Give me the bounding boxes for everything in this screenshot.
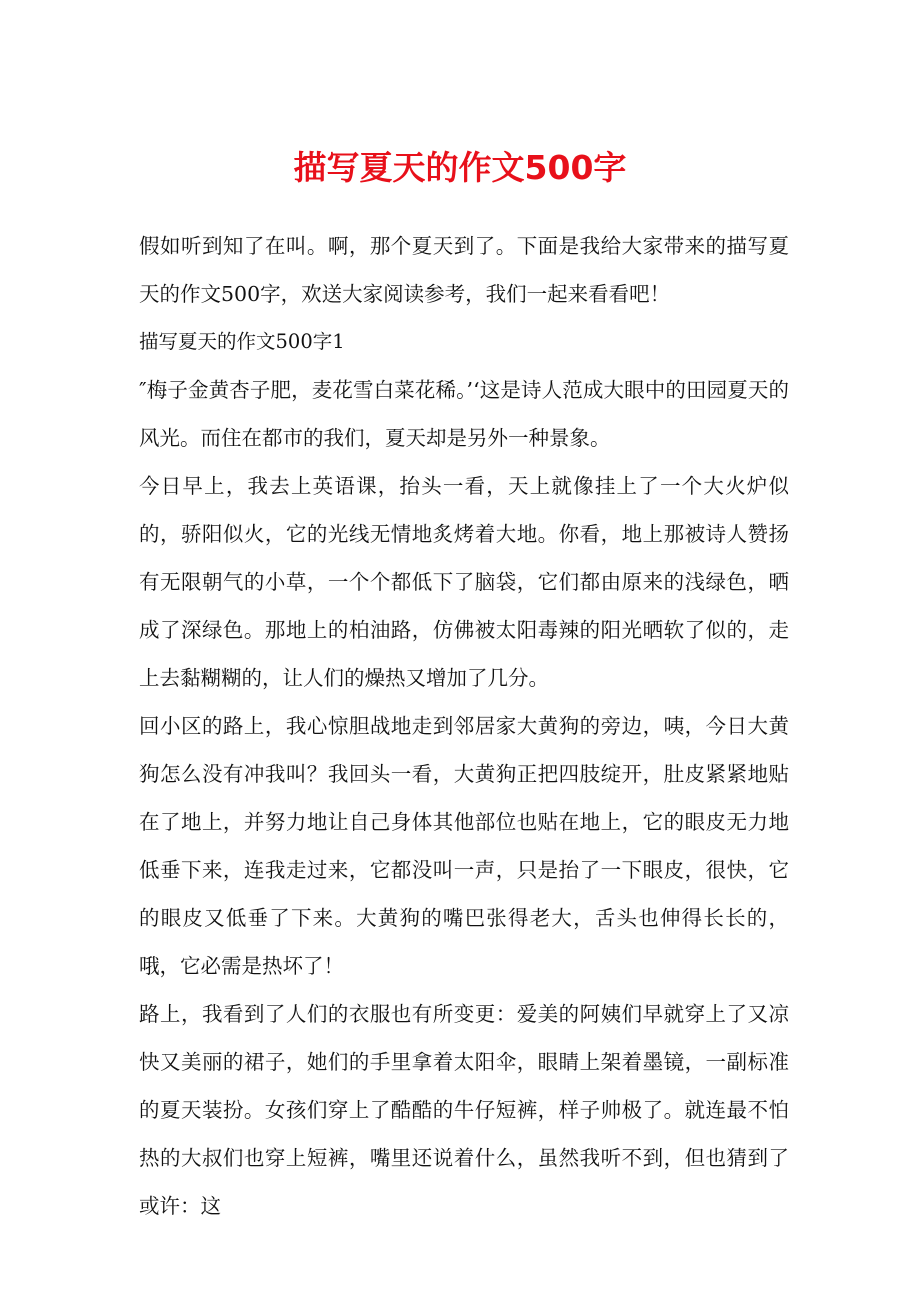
dog-paragraph: 回小区的路上，我心惊胆战地走到邻居家大黄狗的旁边，咦，今日大黄狗怎么没有冲我叫？我回头一看，大黄狗正把四肢绽开，肚皮紧紧地贴在了地上，并努力地让自己身体其他部位也贴在地上，它的眼皮无力地低垂下来，连我走过来，它都没叫一声，只是抬了一下眼皮，很快，它的眼皮又低垂了下来。大黄狗的嘴巴张得老大，舌头也伸得长长的，哦，它必需是热坏了！: [139, 714, 789, 978]
section-heading: 描写夏天的作文500字1: [139, 330, 345, 353]
clothes-paragraph: 路上，我看到了人们的衣服也有所变更：爱美的阿姨们早就穿上了又凉快又美丽的裙子，她们的手里拿着太阳伞，眼睛上架着墨镜，一副标准的夏天装扮。女孩们穿上了酷酷的牛仔短裤，样子帅极了。就连最不怕热的大叔们也穿上短裤，嘴里还说着什么，虽然我听不到，但也猜到了或许：这: [139, 1002, 789, 1218]
intro-paragraph: 假如听到知了在叫。啊，那个夏天到了。下面是我给大家带来的描写夏天的作文500字，欢送大家阅读参考，我们一起来看看吧！: [139, 234, 789, 306]
poem-paragraph: ″梅子金黄杏子肥，麦花雪白菜花稀。’‘这是诗人范成大眼中的田园夏天的风光。而住在都市的我们，夏天却是另外一种景象。: [139, 378, 789, 450]
document-title: 描写夏天的作文500字: [293, 148, 627, 187]
document-body: [139, 222, 789, 1230]
morning-paragraph: 今日早上，我去上英语课，抬头一看，天上就像挂上了一个大火炉似的，骄阳似火，它的光线无情地炙烤着大地。你看，地上那被诗人赞扬有无限朝气的小草，一个个都低下了脑袋，它们都由原来的浅绿色，晒成了深绿色。那地上的柏油路，仿佛被太阳毒辣的阳光晒软了似的，走上去黏糊糊的，让人们的燥热又增加了几分。: [139, 474, 789, 690]
